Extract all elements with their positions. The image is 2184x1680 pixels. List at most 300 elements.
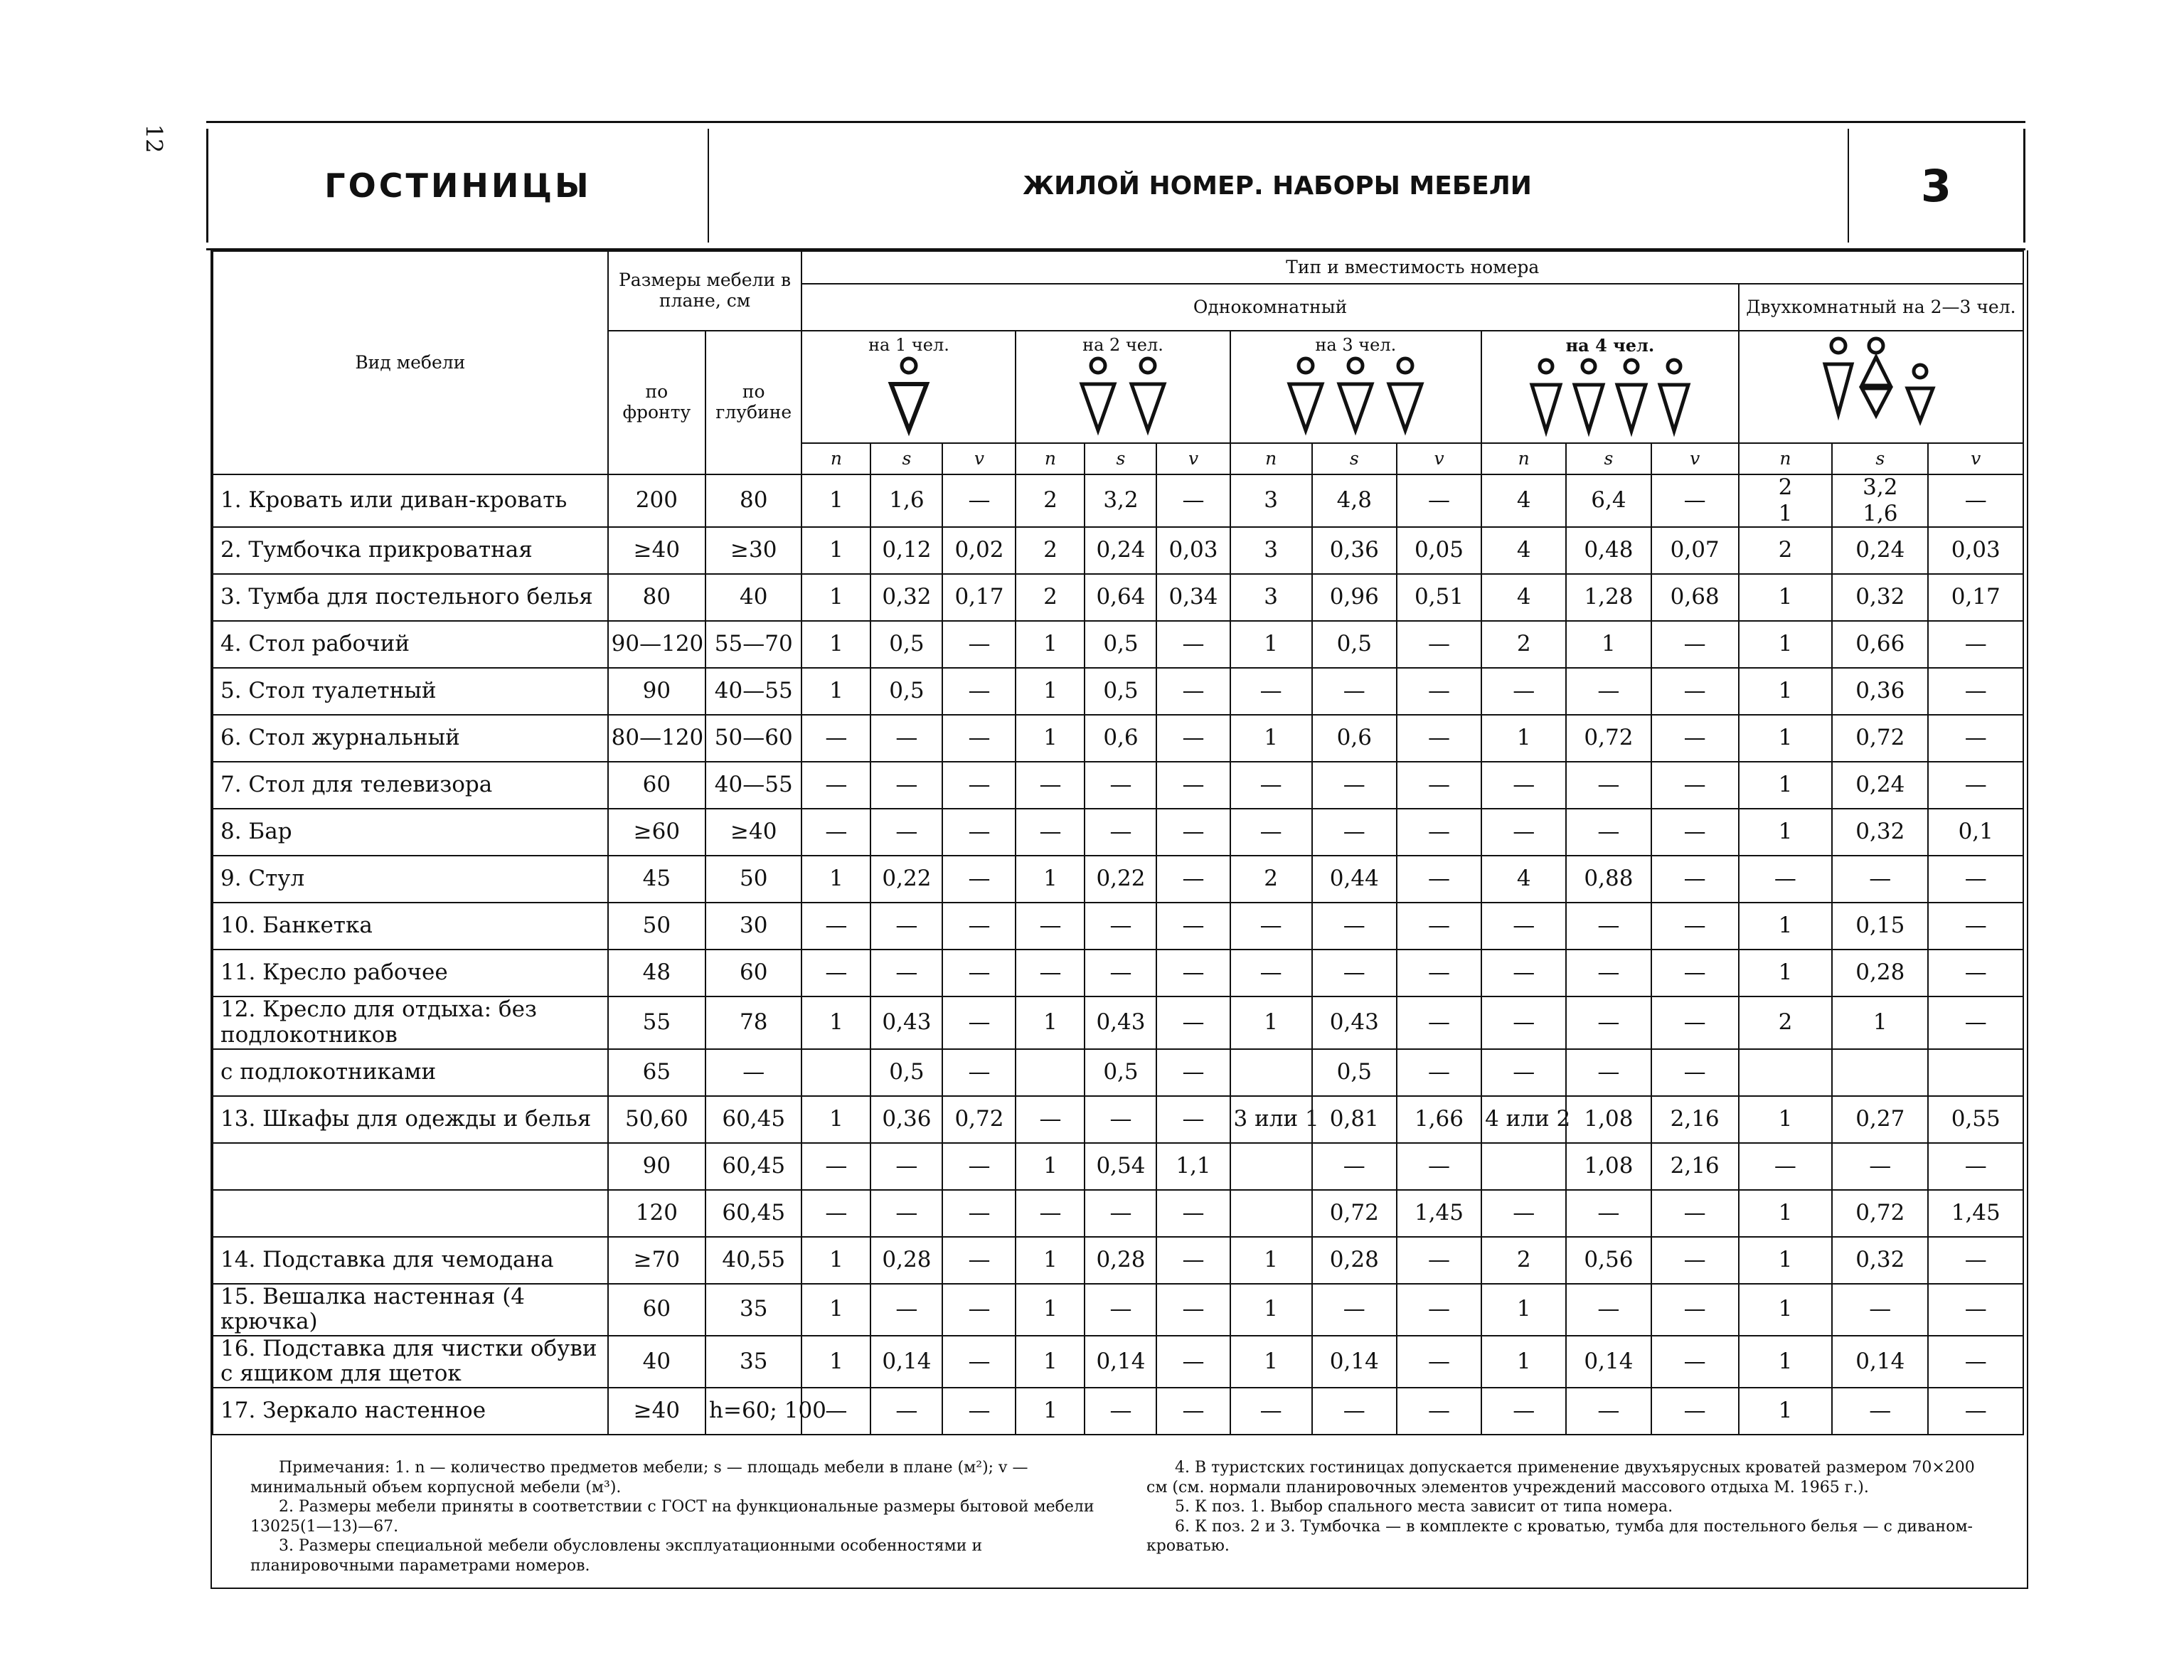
cell-value: — (1928, 950, 2023, 996)
table-row (213, 621, 2023, 668)
table-row (213, 474, 2023, 527)
row-name: 12. Кресло для отдыха: без подлокотников (213, 996, 608, 1048)
cell-value: 1 (1016, 1336, 1085, 1388)
cell-value: 1,1 (1156, 1143, 1230, 1190)
header-1-person (801, 331, 1016, 443)
cell-value: — (1230, 668, 1312, 715)
cell-value: 1 (1739, 715, 1832, 762)
cell-value: — (1651, 1284, 1739, 1336)
cell-value: 1,28 (1566, 574, 1651, 621)
cell-value: 0,44 (1312, 856, 1397, 903)
cell-value: — (942, 1336, 1016, 1388)
cell-value: 0,28 (1085, 1237, 1156, 1284)
cell-value: 0,05 (1397, 527, 1481, 574)
cell-value: 0,5 (870, 621, 942, 668)
cell-value: 0,28 (1312, 1237, 1397, 1284)
cell-value: 1 (1481, 715, 1566, 762)
note-paragraph: 4. В туристских гостиницах допускается применение двухъярусных кроватей размером 70×200 см (см. нормали планировочных элементов учреждений массового отдыха М. 1965 г.). (1146, 1459, 1975, 1496)
cell-value: 0,07 (1651, 527, 1739, 574)
table-row (213, 715, 2023, 762)
cell-value: — (942, 809, 1016, 856)
cell-value: — (1481, 1049, 1566, 1096)
header-4-persons (1481, 331, 1739, 443)
cell-value: 0,03 (1156, 527, 1230, 574)
cell-value: — (1016, 903, 1085, 950)
cell-value: — (1230, 1388, 1312, 1435)
cell-value: — (1651, 856, 1739, 903)
cell-value: — (1156, 903, 1230, 950)
cell-value: 0,48 (1566, 527, 1651, 574)
cell-value: 0,5 (1312, 621, 1397, 668)
cell-value: 1 (1739, 1284, 1832, 1336)
cell-value: — (1312, 668, 1397, 715)
cell-value: 1,45 (1397, 1190, 1481, 1237)
cell-value: — (1566, 1190, 1651, 1237)
cell-depth: 60,45 (705, 1096, 801, 1143)
cell-value: — (1928, 715, 2023, 762)
cell-value: — (801, 1388, 870, 1435)
cell-value: — (801, 950, 870, 996)
table-row (213, 856, 2023, 903)
row-name (213, 1190, 608, 1237)
cell-value: 0,22 (1085, 856, 1156, 903)
cell-value: 4 (1481, 527, 1566, 574)
cell-value: — (1156, 856, 1230, 903)
cell-value: 3 (1230, 474, 1312, 527)
cell-value: — (942, 668, 1016, 715)
cell-value: 1 (1230, 1237, 1312, 1284)
cell-value: — (1928, 474, 2023, 527)
table-row (213, 1190, 2023, 1237)
cell-value (1230, 1049, 1312, 1096)
cell-value: 2 (1230, 856, 1312, 903)
cell-value: — (1156, 474, 1230, 527)
row-name: с подлокотниками (213, 1049, 608, 1096)
cell-value: — (1397, 715, 1481, 762)
cell-value: — (1739, 856, 1832, 903)
cell-value: — (1651, 1237, 1739, 1284)
cell-value: — (1156, 668, 1230, 715)
table-row (213, 903, 2023, 950)
cell-value: 0,36 (1312, 527, 1397, 574)
cell-value: 0,64 (1085, 574, 1156, 621)
cell-value: 0,32 (1832, 574, 1928, 621)
cell-value: 2 (1016, 527, 1085, 574)
cell-value: — (1312, 1143, 1397, 1190)
cell-value: — (1085, 950, 1156, 996)
note-paragraph: 2. Размеры мебели приняты в соответствии с ГОСТ на функциональные размеры бытовой мебели 13025(1—13)—67. (250, 1498, 1094, 1536)
cell-value: — (1230, 950, 1312, 996)
cell-value: — (1651, 1190, 1739, 1237)
cell-value: — (942, 762, 1016, 809)
persons-icon (1073, 356, 1173, 434)
cell-value: — (1651, 996, 1739, 1048)
cell-value: 0,24 (1832, 762, 1928, 809)
cell-value: — (1397, 1237, 1481, 1284)
cell-value: — (1156, 621, 1230, 668)
col-two-room-header: Двухкомнатный на 2—3 чел. (1739, 284, 2023, 331)
cell-value: — (1312, 903, 1397, 950)
cell-value: — (1085, 762, 1156, 809)
cell-value: 1,6 (870, 474, 942, 527)
cell-value: — (1651, 762, 1739, 809)
table-row (213, 1049, 2023, 1096)
row-name: 7. Стол для телевизора (213, 762, 608, 809)
cell-value: — (1397, 1284, 1481, 1336)
notes-right (1146, 1458, 1993, 1575)
cell-value: — (870, 1284, 942, 1336)
cell-value: — (1156, 1237, 1230, 1284)
cell-value: — (1566, 809, 1651, 856)
cell-value: 0,5 (1085, 668, 1156, 715)
persons-icon (1821, 336, 1941, 428)
cell-value: 3 или 1 (1230, 1096, 1312, 1143)
cell-value: 2 (1481, 621, 1566, 668)
cell-value: 0,02 (942, 527, 1016, 574)
cell-value: 0,51 (1397, 574, 1481, 621)
cell-value: 1 (1016, 856, 1085, 903)
page-title: ЖИЛОЙ НОМЕР. НАБОРЫ МЕБЕЛИ (707, 129, 1849, 243)
cell-depth: 30 (705, 903, 801, 950)
cell-value: — (801, 1143, 870, 1190)
cell-value: — (1651, 715, 1739, 762)
cell-value: 0,1 (1928, 809, 2023, 856)
cell-value: — (1156, 950, 1230, 996)
cell-value: 1,08 (1566, 1143, 1651, 1190)
col-v-header: v (1156, 443, 1230, 474)
cell-value: 1 (1739, 762, 1832, 809)
cell-value: — (1566, 668, 1651, 715)
cell-value: — (1397, 996, 1481, 1048)
cell-value: — (1397, 1049, 1481, 1096)
header-2-persons (1016, 331, 1230, 443)
cell-value: — (1397, 762, 1481, 809)
cell-value: — (1651, 1049, 1739, 1096)
cell-value: — (1312, 762, 1397, 809)
cell-value: — (1928, 996, 2023, 1048)
cell-value: 1 (1481, 1284, 1566, 1336)
cell-value: — (942, 621, 1016, 668)
cell-value: 0,5 (870, 1049, 942, 1096)
cell-value: — (870, 903, 942, 950)
cell-front: 40 (608, 1336, 705, 1388)
cell-value: — (1566, 1049, 1651, 1096)
col-v-header: v (1928, 443, 2023, 474)
table-row (213, 668, 2023, 715)
cell-value: — (1397, 621, 1481, 668)
cell-value: — (1230, 809, 1312, 856)
row-name: 13. Шкафы для одежды и белья (213, 1096, 608, 1143)
cell-value: 2,16 (1651, 1143, 1739, 1190)
cell-value: — (1156, 762, 1230, 809)
cell-value: 1 (801, 621, 870, 668)
cell-value (1928, 1049, 2023, 1096)
col-n-header: n (1739, 443, 1832, 474)
cell-value: 0,32 (1832, 809, 1928, 856)
cell-value: 0,56 (1566, 1237, 1651, 1284)
cell-value: — (942, 1190, 1016, 1237)
section-number: 3 (1849, 129, 2025, 243)
row-name: 14. Подставка для чемодана (213, 1237, 608, 1284)
cell-value: — (1928, 1143, 2023, 1190)
cell-value: — (1397, 809, 1481, 856)
cell-value: — (1156, 1096, 1230, 1143)
cell-value: 0,14 (1566, 1336, 1651, 1388)
col-v-header: v (1651, 443, 1739, 474)
cell-value (1230, 1143, 1312, 1190)
cell-value: 3,2 1,6 (1832, 474, 1928, 527)
cell-front: 50 (608, 903, 705, 950)
cell-value: 0,72 (1832, 1190, 1928, 1237)
cell-value: — (870, 1190, 942, 1237)
col-n-header: n (801, 443, 870, 474)
cell-front: 90—120 (608, 621, 705, 668)
cell-value: 1 (1230, 621, 1312, 668)
cell-value: — (870, 1388, 942, 1435)
cell-value: 2 (1481, 1237, 1566, 1284)
cell-value: 0,5 (870, 668, 942, 715)
cell-depth: ≥40 (705, 809, 801, 856)
cell-value: 0,14 (1085, 1336, 1156, 1388)
cell-value: 1,08 (1566, 1096, 1651, 1143)
cell-value: 1 (1739, 1190, 1832, 1237)
cell-value: 1 (1739, 809, 1832, 856)
label-4-persons: на 4 чел. (1565, 335, 1655, 356)
cell-value: — (1397, 856, 1481, 903)
cell-value: 1 (1016, 621, 1085, 668)
row-name: 10. Банкетка (213, 903, 608, 950)
cell-value: — (1156, 1284, 1230, 1336)
col-n-header: n (1016, 443, 1085, 474)
row-name: 6. Стол журнальный (213, 715, 608, 762)
cell-value: 0,43 (1085, 996, 1156, 1048)
cell-value: — (1016, 762, 1085, 809)
cell-value: 1 (801, 1284, 870, 1336)
cell-value: 0,43 (1312, 996, 1397, 1048)
cell-front: ≥40 (608, 527, 705, 574)
cell-value: 1 (1016, 1284, 1085, 1336)
cell-value: 0,12 (870, 527, 942, 574)
cell-value: — (801, 762, 870, 809)
cell-value: — (1651, 1336, 1739, 1388)
cell-value: — (1085, 1190, 1156, 1237)
cell-front: ≥70 (608, 1237, 705, 1284)
cell-value: — (1651, 809, 1739, 856)
cell-front: 90 (608, 1143, 705, 1190)
cell-value: 0,24 (1085, 527, 1156, 574)
cell-value: — (942, 1143, 1016, 1190)
cell-value: 1 (1739, 621, 1832, 668)
cell-depth: h=60; 100 (705, 1388, 801, 1435)
cell-value: — (1085, 903, 1156, 950)
cell-value: 1 (1739, 950, 1832, 996)
col-one-room-header: Однокомнатный (801, 284, 1738, 331)
cell-value: 1 (1739, 1336, 1832, 1388)
cell-depth: 55—70 (705, 621, 801, 668)
cell-value: — (1928, 1336, 2023, 1388)
cell-value: — (870, 762, 942, 809)
cell-value: 1 (1016, 1388, 1085, 1435)
cell-value: 0,28 (1832, 950, 1928, 996)
row-name: 4. Стол рабочий (213, 621, 608, 668)
cell-value: 0,72 (942, 1096, 1016, 1143)
cell-value: — (942, 1284, 1016, 1336)
cell-value: — (1016, 1190, 1085, 1237)
cell-value: 0,34 (1156, 574, 1230, 621)
cell-value: — (1928, 903, 2023, 950)
cell-value: 3 (1230, 574, 1312, 621)
cell-value: 0,27 (1832, 1096, 1928, 1143)
cell-value: 0,32 (1832, 1237, 1928, 1284)
cell-value: — (1928, 668, 2023, 715)
cell-depth: 40 (705, 574, 801, 621)
cell-value: 3 (1230, 527, 1312, 574)
cell-value: — (942, 474, 1016, 527)
cell-value: 1 (1832, 996, 1928, 1048)
cell-value: 0,15 (1832, 903, 1928, 950)
cell-value: — (801, 1190, 870, 1237)
col-sizes-header: Размеры мебели в плане, см (608, 251, 802, 331)
cell-value: 1 (801, 1096, 870, 1143)
cell-value: — (1739, 1143, 1832, 1190)
cell-value: — (1397, 474, 1481, 527)
cell-value: — (1156, 715, 1230, 762)
cell-value: — (942, 856, 1016, 903)
cell-value: — (1832, 856, 1928, 903)
cell-value: — (1651, 1388, 1739, 1435)
cell-front: 120 (608, 1190, 705, 1237)
cell-value: 2 (1016, 474, 1085, 527)
cell-value: — (1832, 1143, 1928, 1190)
cell-value: — (1230, 762, 1312, 809)
cell-value: 0,72 (1832, 715, 1928, 762)
cell-depth: 80 (705, 474, 801, 527)
cell-value: 2,16 (1651, 1096, 1739, 1143)
cell-value: 0,6 (1085, 715, 1156, 762)
cell-front: 60 (608, 1284, 705, 1336)
cell-value: — (1566, 1388, 1651, 1435)
table-row (213, 1237, 2023, 1284)
col-n-header: n (1481, 443, 1566, 474)
cell-front: ≥60 (608, 809, 705, 856)
cell-value: — (870, 950, 942, 996)
cell-value: 1 (1739, 574, 1832, 621)
row-name: 3. Тумба для постельного белья (213, 574, 608, 621)
label-1-person: на 1 чел. (868, 335, 949, 355)
cell-depth: 40,55 (705, 1237, 801, 1284)
cell-front: 80—120 (608, 715, 705, 762)
cell-value: — (1481, 809, 1566, 856)
col-s-header: s (1566, 443, 1651, 474)
person-icon (884, 356, 934, 434)
table-row (213, 1336, 2023, 1388)
table-row (213, 1096, 2023, 1143)
cell-value: — (942, 1049, 1016, 1096)
row-name: 9. Стул (213, 856, 608, 903)
cell-value: 1 (1016, 668, 1085, 715)
cell-value: — (1832, 1284, 1928, 1336)
col-s-header: s (1312, 443, 1397, 474)
cell-value: — (1928, 1388, 2023, 1435)
cell-value: — (942, 996, 1016, 1048)
cell-value: — (1928, 856, 2023, 903)
cell-value: — (1230, 903, 1312, 950)
cell-value (1832, 1049, 1928, 1096)
cell-value: 0,5 (1085, 621, 1156, 668)
table-row (213, 762, 2023, 809)
cell-value: — (1566, 950, 1651, 996)
cell-value: — (870, 715, 942, 762)
col-n-header: n (1230, 443, 1312, 474)
row-name: 2. Тумбочка прикроватная (213, 527, 608, 574)
cell-value: — (1651, 903, 1739, 950)
cell-value: 0,6 (1312, 715, 1397, 762)
cell-value: 1 (801, 1336, 870, 1388)
cell-value (801, 1049, 870, 1096)
header-3-persons (1230, 331, 1482, 443)
cell-value: 4 (1481, 574, 1566, 621)
cell-front: 90 (608, 668, 705, 715)
cell-depth: — (705, 1049, 801, 1096)
cell-value: — (1312, 1284, 1397, 1336)
cell-value: — (870, 809, 942, 856)
cell-value: 0,88 (1566, 856, 1651, 903)
cell-value: — (1156, 996, 1230, 1048)
cell-value: — (1016, 950, 1085, 996)
cell-value: — (1651, 474, 1739, 527)
cell-value: — (1651, 621, 1739, 668)
cell-value: — (1928, 1237, 2023, 1284)
table-row (213, 809, 2023, 856)
cell-value: — (1397, 1388, 1481, 1435)
cell-value: 1 (1739, 1096, 1832, 1143)
cell-value: — (1312, 809, 1397, 856)
cell-value: — (1085, 1388, 1156, 1435)
note-paragraph: 3. Размеры специальной мебели обусловлены эксплуатационными особенностями и планировочными параметрами номеров. (250, 1537, 983, 1575)
cell-value: 2 (1739, 527, 1832, 574)
cell-value: — (1397, 668, 1481, 715)
cell-value: — (942, 715, 1016, 762)
row-name: 8. Бар (213, 809, 608, 856)
cell-value: 1 (1739, 903, 1832, 950)
cell-value: 0,72 (1312, 1190, 1397, 1237)
cell-value: 1 (801, 527, 870, 574)
cell-value: 4 (1481, 474, 1566, 527)
cell-value: 1 (801, 474, 870, 527)
cell-value: — (1566, 996, 1651, 1048)
cell-value: — (1016, 809, 1085, 856)
cell-value: 0,81 (1312, 1096, 1397, 1143)
cell-value: 0,5 (1085, 1049, 1156, 1096)
cell-value: — (1085, 809, 1156, 856)
cell-value: — (1832, 1388, 1928, 1435)
cell-value: 1 (1016, 715, 1085, 762)
cell-value: 1 (801, 996, 870, 1048)
cell-value: 0,36 (1832, 668, 1928, 715)
cell-value: 1 (1739, 1237, 1832, 1284)
cell-value: 1,66 (1397, 1096, 1481, 1143)
table-row (213, 996, 2023, 1048)
row-name: 11. Кресло рабочее (213, 950, 608, 996)
cell-value: — (1085, 1284, 1156, 1336)
cell-value: — (1085, 1096, 1156, 1143)
cell-value: — (1928, 621, 2023, 668)
cell-value: 1 (1016, 996, 1085, 1048)
cell-value: — (1481, 996, 1566, 1048)
table-row (213, 1284, 2023, 1336)
cell-value: — (1928, 1284, 2023, 1336)
cell-value: 0,17 (1928, 574, 2023, 621)
